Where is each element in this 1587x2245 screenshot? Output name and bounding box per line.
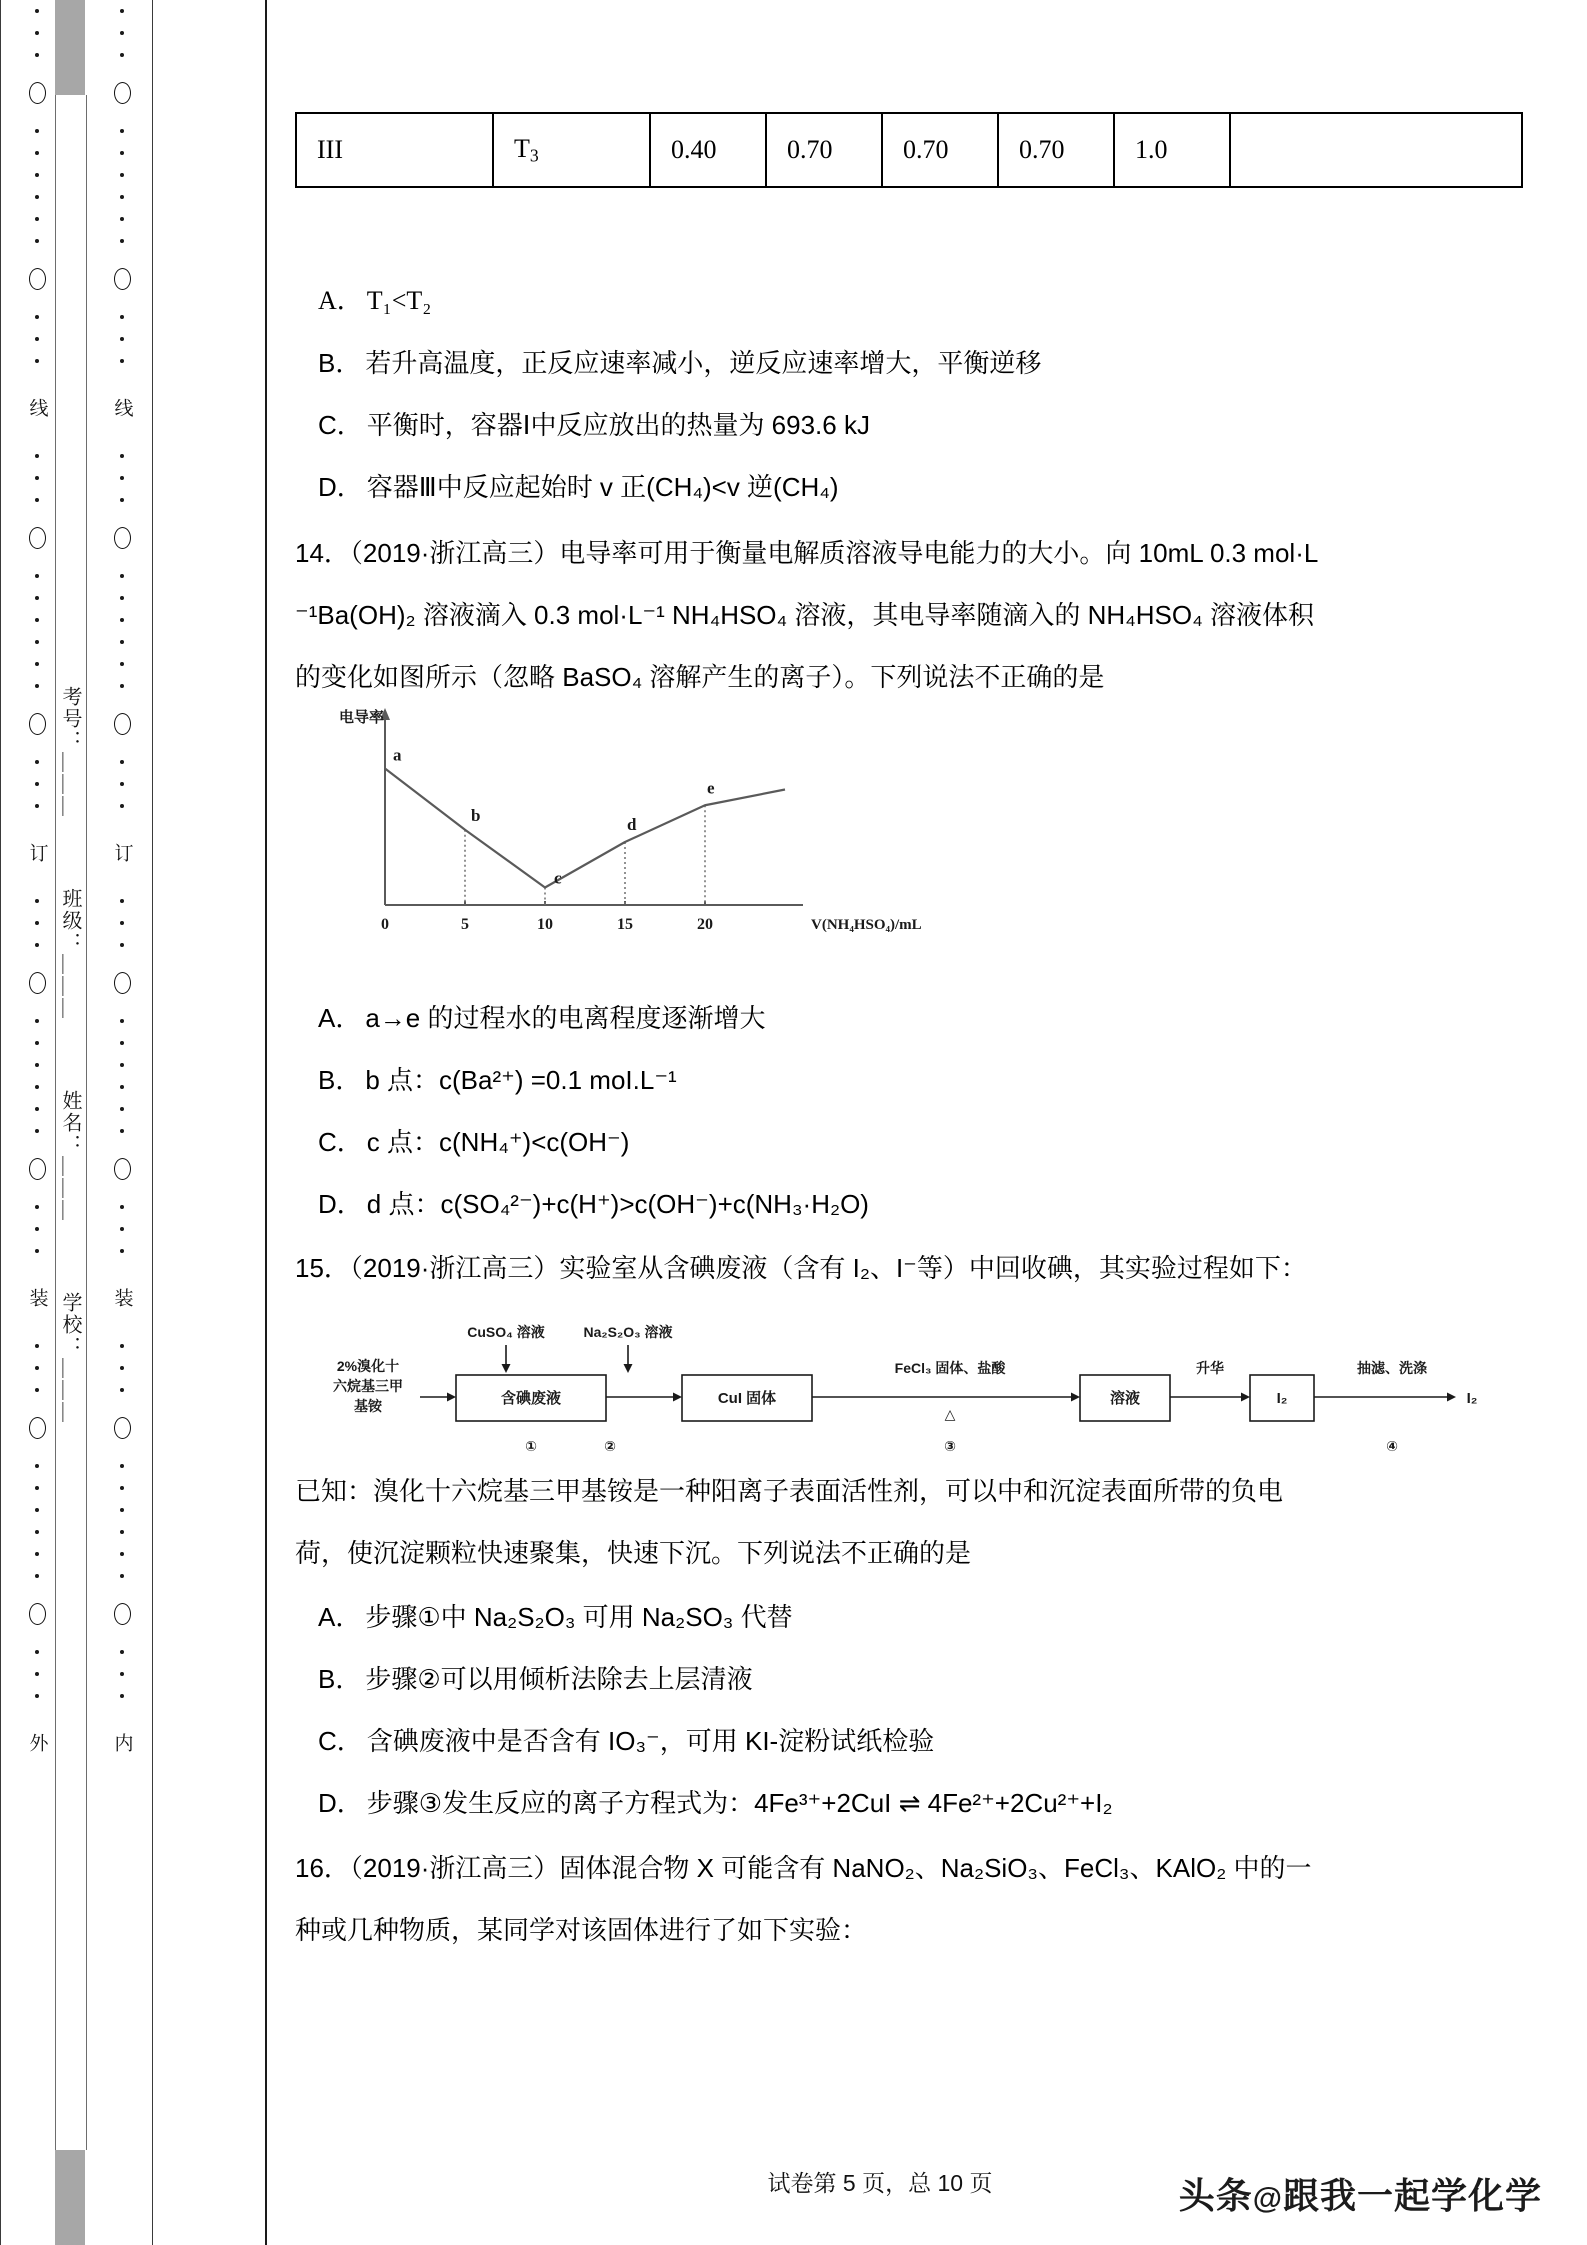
experiment-data-table (295, 112, 1523, 188)
q13-option-d (318, 474, 839, 500)
q13-option-c (318, 412, 870, 438)
margin-dot (120, 1227, 124, 1231)
inlet-line-2: 基铵 (354, 1398, 382, 1414)
margin-dot (120, 1085, 124, 1089)
margin-dot (35, 1694, 39, 1698)
margin-dot (35, 1041, 39, 1045)
arrow-1-2-head (673, 1393, 682, 1402)
margin-dot (120, 1019, 124, 1023)
q13-option-b (318, 350, 1041, 376)
margin-dot (120, 899, 124, 903)
margin-dot (35, 498, 39, 502)
q14-option-d-text: d 点：c(SO₄²⁻)+c(H⁺)>c(OH⁻)+c(NH₃·H₂O) (366, 1189, 869, 1219)
margin-dot (35, 31, 39, 35)
content-left-rule (265, 0, 267, 2245)
q14-option-a (318, 1005, 766, 1031)
q16-text-1: 固体混合物 X 可能含有 NaNO₂、Na₂SiO₃、FeCl₃、KAlO₂ 中的一 (559, 1853, 1312, 1883)
margin-dot (120, 315, 124, 319)
conductivity-curve (385, 769, 785, 888)
q13-option-d-text: 容器Ⅲ中反应起始时 v 正(CH₄)<v 逆(CH₄) (366, 472, 839, 502)
q15-option-b-label: B． (318, 1664, 362, 1694)
arrow-label-filter: 抽滤、洗涤 (1357, 1360, 1427, 1376)
conductivity-chart (330, 700, 922, 955)
margin-dot (35, 359, 39, 363)
q16-line-1 (295, 1855, 1312, 1881)
q16-line-2: 种或几种物质，某同学对该固体进行了如下实验： (295, 1915, 868, 1945)
inner-frame-line (152, 0, 153, 2245)
page-edge-line (0, 0, 1, 2245)
q14-option-b (318, 1067, 677, 1093)
q14-option-c (318, 1129, 629, 1155)
student-field-0[interactable]: 考号：＿＿＿ (59, 686, 81, 818)
q13-option-d-label: D． (318, 472, 363, 502)
q13-option-a-text: T₁<T₂ (366, 286, 432, 315)
point-label-e: e (707, 778, 715, 798)
iodine-recovery-flow-diagram (310, 1315, 1490, 1460)
margin-dot (120, 1672, 124, 1676)
margin-ring (114, 268, 131, 290)
margin-dot (35, 921, 39, 925)
margin-dot (35, 53, 39, 57)
margin-word: 订 (26, 843, 48, 864)
margin-dot (35, 1019, 39, 1023)
q14-option-d (318, 1191, 869, 1217)
student-field-2[interactable]: 姓名：＿＿＿ (59, 1090, 81, 1222)
q14-option-b-text: b 点：c(Ba²⁺) =0.1 moI.L⁻¹ (365, 1065, 677, 1095)
arrow-reagent-1-head (502, 1364, 511, 1373)
watermark-brand (1179, 2168, 1542, 2219)
margin-ring (114, 1603, 131, 1625)
margin-dot (120, 943, 124, 947)
margin-dot (120, 804, 124, 808)
student-info-fields (55, 540, 85, 1640)
margin-dot (120, 782, 124, 786)
margin-dot (120, 53, 124, 57)
arrow-label-sublimation: 升华 (1196, 1360, 1224, 1376)
q14-option-d-label: D． (318, 1189, 363, 1219)
margin-dot (35, 1574, 39, 1578)
point-label-d: d (627, 815, 637, 834)
q14-line-2: ⁻¹Ba(OH)₂ 溶液滴入 0.3 mol·L⁻¹ NH₄HSO₄ 溶液，其电导率随滴入的 NH₄HSO₄ 溶液体积 (295, 600, 1314, 630)
margin-dot (35, 173, 39, 177)
margin-dot (35, 662, 39, 666)
margin-dot (120, 1650, 124, 1654)
q14-option-c-label: C． (318, 1127, 363, 1157)
margin-dot (35, 1249, 39, 1253)
q15-source: （2019·浙江高三） (349, 1253, 560, 1283)
margin-dot (120, 1552, 124, 1556)
arrow-2-3-head (1071, 1393, 1080, 1402)
margin-dot (35, 618, 39, 622)
margin-ring (29, 1603, 46, 1625)
margin-dot (35, 476, 39, 480)
margin-ring (29, 1417, 46, 1439)
margin-dot (35, 1366, 39, 1370)
conductivity-chart-svg (330, 700, 922, 955)
margin-dot (120, 239, 124, 243)
margin-dot (35, 1530, 39, 1534)
margin-dot (120, 760, 124, 764)
margin-dot (120, 1366, 124, 1370)
margin-dot (35, 454, 39, 458)
margin-dot (120, 195, 124, 199)
q14-option-b-label: B． (318, 1065, 362, 1095)
q14-number: 14． (295, 538, 350, 568)
q13-option-c-label: C． (318, 410, 363, 440)
margin-word: 装 (111, 1288, 133, 1309)
margin-dot (120, 217, 124, 221)
x-tick-label: 15 (617, 916, 633, 933)
margin-dot (120, 129, 124, 133)
margin-dot (120, 1694, 124, 1698)
margin-dot (35, 596, 39, 600)
brand-prefix: 头条 (1178, 2175, 1253, 2216)
margin-dot (35, 1388, 39, 1392)
arrow-sub-heat: △ (944, 1406, 956, 1422)
q16-source: （2019·浙江高三） (349, 1853, 560, 1883)
margin-dot (35, 1486, 39, 1490)
q15-option-c-text: 含碘废液中是否含有 IO₃⁻，可用 KI-淀粉试纸检验 (366, 1726, 935, 1756)
margin-ring (114, 527, 131, 549)
box-solution-label: 溶液 (1109, 1390, 1141, 1407)
inlet-line-0: 2%溴化十 (336, 1358, 400, 1374)
margin-dot (120, 31, 124, 35)
margin-dot (120, 1388, 124, 1392)
arrow-label-fecl3: FeCl₃ 固体、盐酸 (894, 1360, 1006, 1376)
arrow-reagent-2-head (624, 1364, 633, 1373)
dotted-column-inner (111, 0, 133, 2245)
margin-dot (35, 217, 39, 221)
q15-known-line-2: 荷，使沉淀颗粒快速聚集，快速下沉。下列说法不正确的是 (295, 1538, 972, 1568)
q15-option-a (318, 1604, 793, 1630)
margin-dot (120, 1464, 124, 1468)
flow-diagram-svg (310, 1315, 1490, 1460)
arrow-inlet-head (447, 1393, 456, 1402)
margin-word: 线 (111, 398, 133, 419)
margin-ring (114, 82, 131, 104)
margin-dot (35, 1227, 39, 1231)
step-number-3: ④ (1386, 1438, 1398, 1454)
margin-dot (120, 1344, 124, 1348)
q15-line-1 (295, 1255, 1307, 1281)
arrow-4-out-head (1447, 1393, 1456, 1402)
brand-name: 跟我一起学化学 (1282, 2175, 1542, 2216)
margin-ring (29, 972, 46, 994)
x-tick-label: 5 (461, 916, 469, 933)
margin-dot (35, 782, 39, 786)
binding-bar-gray-bottom (55, 2150, 85, 2245)
q13-option-c-text: 平衡时，容器Ⅰ中反应放出的热量为 693.6 kJ (366, 410, 870, 440)
q14-option-a-label: A． (318, 1003, 362, 1033)
margin-dot (120, 640, 124, 644)
margin-dot (120, 359, 124, 363)
margin-ring (29, 268, 46, 290)
cell-empty (1230, 113, 1522, 187)
margin-dot (120, 1205, 124, 1209)
question-body (290, 0, 1480, 1945)
step-number-2: ③ (944, 1438, 956, 1454)
margin-word: 内 (111, 1733, 133, 1754)
point-label-a: a (393, 745, 402, 765)
margin-dot (35, 1672, 39, 1676)
q15-option-d-text: 步骤③发生反应的离子方程式为：4Fe³⁺+2CuI ⇌ 4Fe²⁺+2Cu²⁺+I₂ (366, 1788, 1113, 1818)
box-cui-solid-label: CuI 固体 (717, 1390, 777, 1407)
page-footer: 试卷第 5 页，总 10 页 (767, 2170, 993, 2196)
margin-dot (120, 1041, 124, 1045)
margin-dot (35, 1508, 39, 1512)
output-iodine: I₂ (1466, 1390, 1478, 1407)
student-field-1[interactable]: 班级：＿＿＿ (59, 888, 81, 1020)
arrow-3-4-head (1241, 1393, 1250, 1402)
margin-dot (120, 1486, 124, 1490)
brand-at: @ (1252, 2182, 1283, 2215)
dotted-column-outer (26, 0, 48, 2245)
cell-value-2: 0.70 (766, 113, 882, 187)
margin-dot (120, 1249, 124, 1253)
q14-option-c-text: c 点：c(NH₄⁺)<c(OH⁻) (366, 1127, 630, 1157)
margin-ring (114, 1158, 131, 1180)
q15-option-d (318, 1790, 1113, 1816)
margin-dot (120, 574, 124, 578)
q14-text-1: 电导率可用于衡量电解质溶液导电能力的大小。向 10mL 0.3 mol·L (559, 538, 1319, 568)
margin-dot (120, 1530, 124, 1534)
margin-dot (35, 1205, 39, 1209)
margin-ring (114, 1417, 131, 1439)
point-label-b: b (471, 805, 481, 825)
q15-option-c-label: C． (318, 1726, 363, 1756)
margin-word: 外 (26, 1733, 48, 1754)
margin-dot (35, 129, 39, 133)
q15-number: 15． (295, 1253, 350, 1283)
margin-dot (120, 1129, 124, 1133)
cell-value-3: 0.70 (882, 113, 998, 187)
margin-dot (35, 640, 39, 644)
margin-dot (35, 684, 39, 688)
q15-text-1: 实验室从含碘废液（含有 I₂、I⁻等）中回收碘，其实验过程如下： (559, 1253, 1307, 1283)
box-iodine-label: I₂ (1276, 1390, 1288, 1407)
margin-dot (35, 943, 39, 947)
margin-dot (35, 1129, 39, 1133)
q15-known-line-1: 已知：溴化十六烷基三甲基铵是一种阳离子表面活性剂，可以中和沉淀表面所带的负电 (295, 1476, 1284, 1506)
q13-option-a-label: A． (318, 286, 363, 315)
table-row (296, 113, 1522, 187)
q14-source: （2019·浙江高三） (349, 538, 560, 568)
point-label-c: c (554, 868, 562, 888)
margin-dot (120, 596, 124, 600)
y-axis-label: 电导率 (339, 709, 385, 726)
q14-line-3: 的变化如图所示（忽略 BaSO₄ 溶解产生的离子）。下列说法不正确的是 (295, 662, 1105, 692)
margin-dot (120, 337, 124, 341)
x-tick-label: 10 (537, 916, 553, 933)
step-number-0: ① (525, 1438, 537, 1454)
reagent-cuso4: CuSO₄ 溶液 (467, 1324, 545, 1340)
x-axis-label: V(NH₄HSO₄)/mL (811, 917, 922, 933)
margin-dot (120, 173, 124, 177)
q15-option-a-text: 步骤①中 Na₂S₂O₃ 可用 Na₂SO₃ 代替 (365, 1602, 793, 1632)
binding-bar-gray-top (55, 0, 85, 95)
cell-container-id: III (296, 113, 493, 187)
margin-dot (35, 1107, 39, 1111)
q15-option-b-text: 步骤②可以用倾析法除去上层清液 (365, 1664, 753, 1694)
student-field-3[interactable]: 学校：＿＿＿ (59, 1292, 81, 1424)
margin-dot (120, 1063, 124, 1067)
margin-dot (35, 574, 39, 578)
q15-option-a-label: A． (318, 1602, 362, 1632)
margin-dot (120, 684, 124, 688)
q16-number: 16． (295, 1853, 350, 1883)
x-tick-label: 20 (697, 916, 713, 933)
q14-option-a-text: a→e 的过程水的电离程度逐渐增大 (365, 1003, 766, 1033)
margin-dot (120, 454, 124, 458)
margin-word: 订 (111, 843, 133, 864)
margin-dot (35, 315, 39, 319)
margin-dot (120, 1508, 124, 1512)
content-area (265, 0, 1495, 2245)
margin-dot (35, 195, 39, 199)
margin-dot (35, 239, 39, 243)
cell-value-4: 0.70 (998, 113, 1114, 187)
margin-word: 装 (26, 1288, 48, 1309)
margin-dot (35, 9, 39, 13)
margin-ring (114, 713, 131, 735)
margin-dot (120, 9, 124, 13)
margin-dot (120, 151, 124, 155)
cell-value-1: 0.40 (650, 113, 766, 187)
x-tick-label: 0 (381, 916, 389, 933)
step-number-1: ② (604, 1438, 616, 1454)
q15-option-d-label: D． (318, 1788, 363, 1818)
margin-dot (120, 476, 124, 480)
margin-dot (35, 151, 39, 155)
margin-ring (29, 82, 46, 104)
q15-option-c (318, 1728, 934, 1754)
box-waste-liquid-label: 含碘废液 (500, 1390, 562, 1407)
margin-dot (35, 1063, 39, 1067)
margin-dot (120, 618, 124, 622)
margin-word: 线 (26, 398, 48, 419)
q15-option-b (318, 1666, 753, 1692)
q13-option-b-text: 若升高温度，正反应速率减小，逆反应速率增大，平衡逆移 (365, 348, 1042, 378)
margin-dot (35, 1552, 39, 1556)
margin-dot (35, 760, 39, 764)
margin-dot (120, 662, 124, 666)
margin-dot (120, 921, 124, 925)
margin-dot (120, 1107, 124, 1111)
margin-ring (114, 972, 131, 994)
margin-dot (35, 899, 39, 903)
q13-option-b-label: B． (318, 348, 362, 378)
margin-ring (29, 1158, 46, 1180)
margin-dot (35, 804, 39, 808)
cell-temperature: $T_3$ (493, 113, 650, 187)
q14-line-1 (295, 540, 1318, 566)
margin-dot (120, 498, 124, 502)
margin-dot (35, 1085, 39, 1089)
q13-option-a (318, 288, 431, 314)
margin-dot (35, 1344, 39, 1348)
reagent-na2s2o3: Na₂S₂O₃ 溶液 (583, 1324, 673, 1340)
margin-dot (35, 337, 39, 341)
margin-dot (35, 1650, 39, 1654)
margin-dot (35, 1464, 39, 1468)
cell-value-5: 1.0 (1114, 113, 1230, 187)
margin-dot (120, 1574, 124, 1578)
inlet-line-1: 六烷基三甲 (333, 1378, 403, 1394)
margin-ring (29, 527, 46, 549)
margin-ring (29, 713, 46, 735)
temperature-subscript: 3 (529, 145, 539, 166)
